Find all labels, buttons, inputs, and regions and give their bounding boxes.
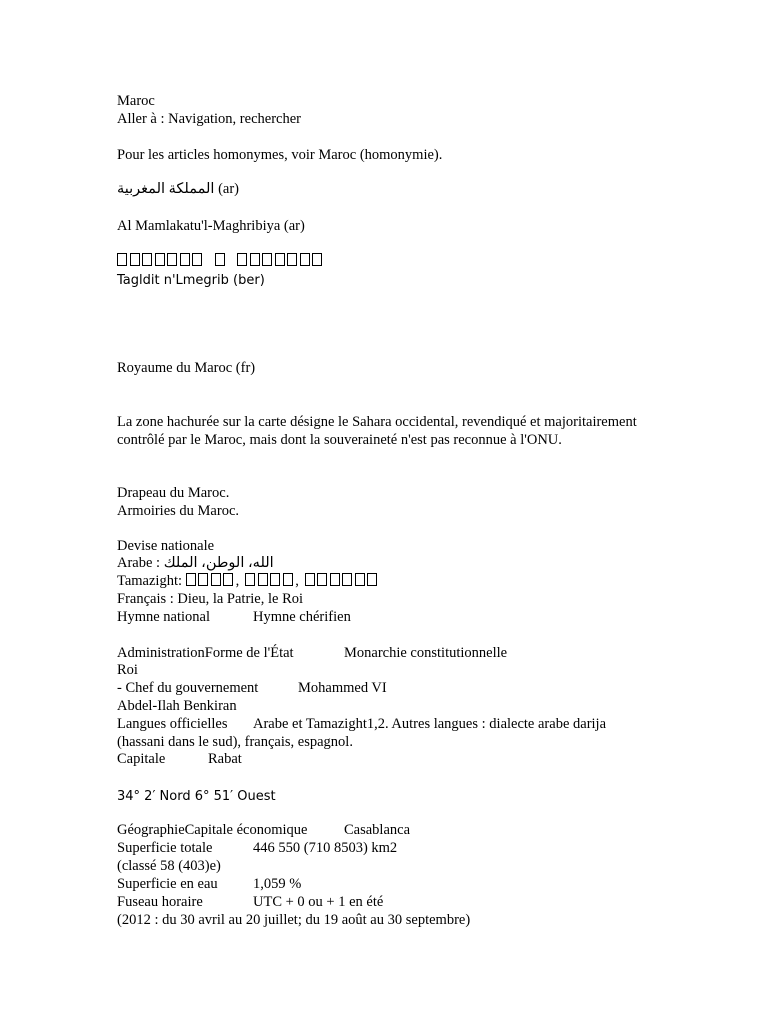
- eau-value: 1,059 %: [253, 876, 302, 892]
- coordinates: 34° 2′ Nord 6° 51′ Ouest: [117, 789, 276, 804]
- admin-line: [117, 645, 508, 662]
- arabic-name-line: [117, 181, 239, 198]
- missing-glyph-boxes: , ,: [186, 573, 380, 590]
- fuseau-label: Fuseau horaire: [117, 894, 203, 910]
- langues-line: [117, 716, 607, 733]
- fuseau-note: (2012 : du 30 avril au 20 juillet; du 19 août au 30 septembre): [117, 912, 471, 928]
- capitale-label: Capitale: [117, 751, 166, 767]
- homonymie-line: Pour les articles homonymes, voir Maroc (homonymie).: [117, 147, 443, 163]
- chef-label: - Chef du gouvernement: [117, 680, 259, 696]
- geo-line: [117, 822, 411, 839]
- missing-glyph-boxes: [117, 253, 325, 270]
- hymne-label: Hymne national: [117, 609, 211, 625]
- arabic-name: المملكة المغربية: [117, 181, 215, 197]
- arabic-name-tag: (ar): [214, 181, 239, 197]
- page-title: Maroc: [117, 93, 155, 109]
- devise-tamazight-line: [117, 573, 380, 590]
- roi-label: Roi: [117, 662, 138, 678]
- fuseau-line: [117, 894, 384, 911]
- fuseau-value: UTC + 0 ou + 1 en été: [253, 894, 384, 910]
- eau-line: [117, 876, 302, 893]
- geo-label: GéographieCapitale économique: [117, 822, 308, 838]
- langues-value: Arabe et Tamazight1,2. Autres langues : dialecte arabe darija: [253, 716, 607, 732]
- admin-label: AdministrationForme de l'État: [117, 645, 294, 661]
- capitale-line: [117, 751, 242, 768]
- superficie-label: Superficie totale: [117, 840, 213, 856]
- superficie-line: [117, 840, 398, 857]
- devise-label: Devise nationale: [117, 538, 215, 554]
- flag-caption: Drapeau du Maroc.: [117, 485, 230, 501]
- classe-line: (classé 58 (403)e): [117, 858, 221, 874]
- devise-arabe-label: Arabe :: [117, 555, 164, 571]
- devise-arabe-value: الله، الوطن، الملك: [163, 555, 274, 571]
- geo-value: Casablanca: [344, 822, 411, 838]
- benkiran-line: Abdel-Ilah Benkiran: [117, 698, 237, 714]
- transliterated-name: Al Mamlakatu'l-Maghribiya (ar): [117, 218, 305, 234]
- admin-value: Monarchie constitutionnelle: [344, 645, 508, 661]
- hymne-value: Hymne chérifien: [253, 609, 351, 625]
- tifinagh-name-glyphs: [117, 253, 325, 270]
- eau-label: Superficie en eau: [117, 876, 218, 892]
- hymne-line: [117, 609, 351, 626]
- capitale-value: Rabat: [208, 751, 242, 767]
- berber-name: Tagldit n'Lmegrib (ber): [117, 273, 265, 288]
- arms-caption: Armoiries du Maroc.: [117, 503, 240, 519]
- devise-francais: Français : Dieu, la Patrie, le Roi: [117, 591, 304, 607]
- chef-line: [117, 680, 387, 697]
- devise-tamazight-label: Tamazight:: [117, 573, 186, 589]
- devise-arabe-line: [117, 555, 274, 572]
- french-name: Royaume du Maroc (fr): [117, 360, 256, 376]
- map-caption: La zone hachurée sur la carte désigne le Sahara occidental, revendiqué et majoritairement contrôlé par le Maroc, mais dont la souveraineté n'est pas reconnue à l'ONU.: [117, 414, 637, 448]
- navigation-line: Aller à : Navigation, rechercher: [117, 111, 301, 127]
- chef-value: Mohammed VI: [298, 680, 387, 696]
- superficie-value: 446 550 (710 8503) km2: [253, 840, 398, 856]
- langues-label: Langues officielles: [117, 716, 228, 732]
- langues-continuation: (hassani dans le sud), français, espagnol.: [117, 734, 353, 750]
